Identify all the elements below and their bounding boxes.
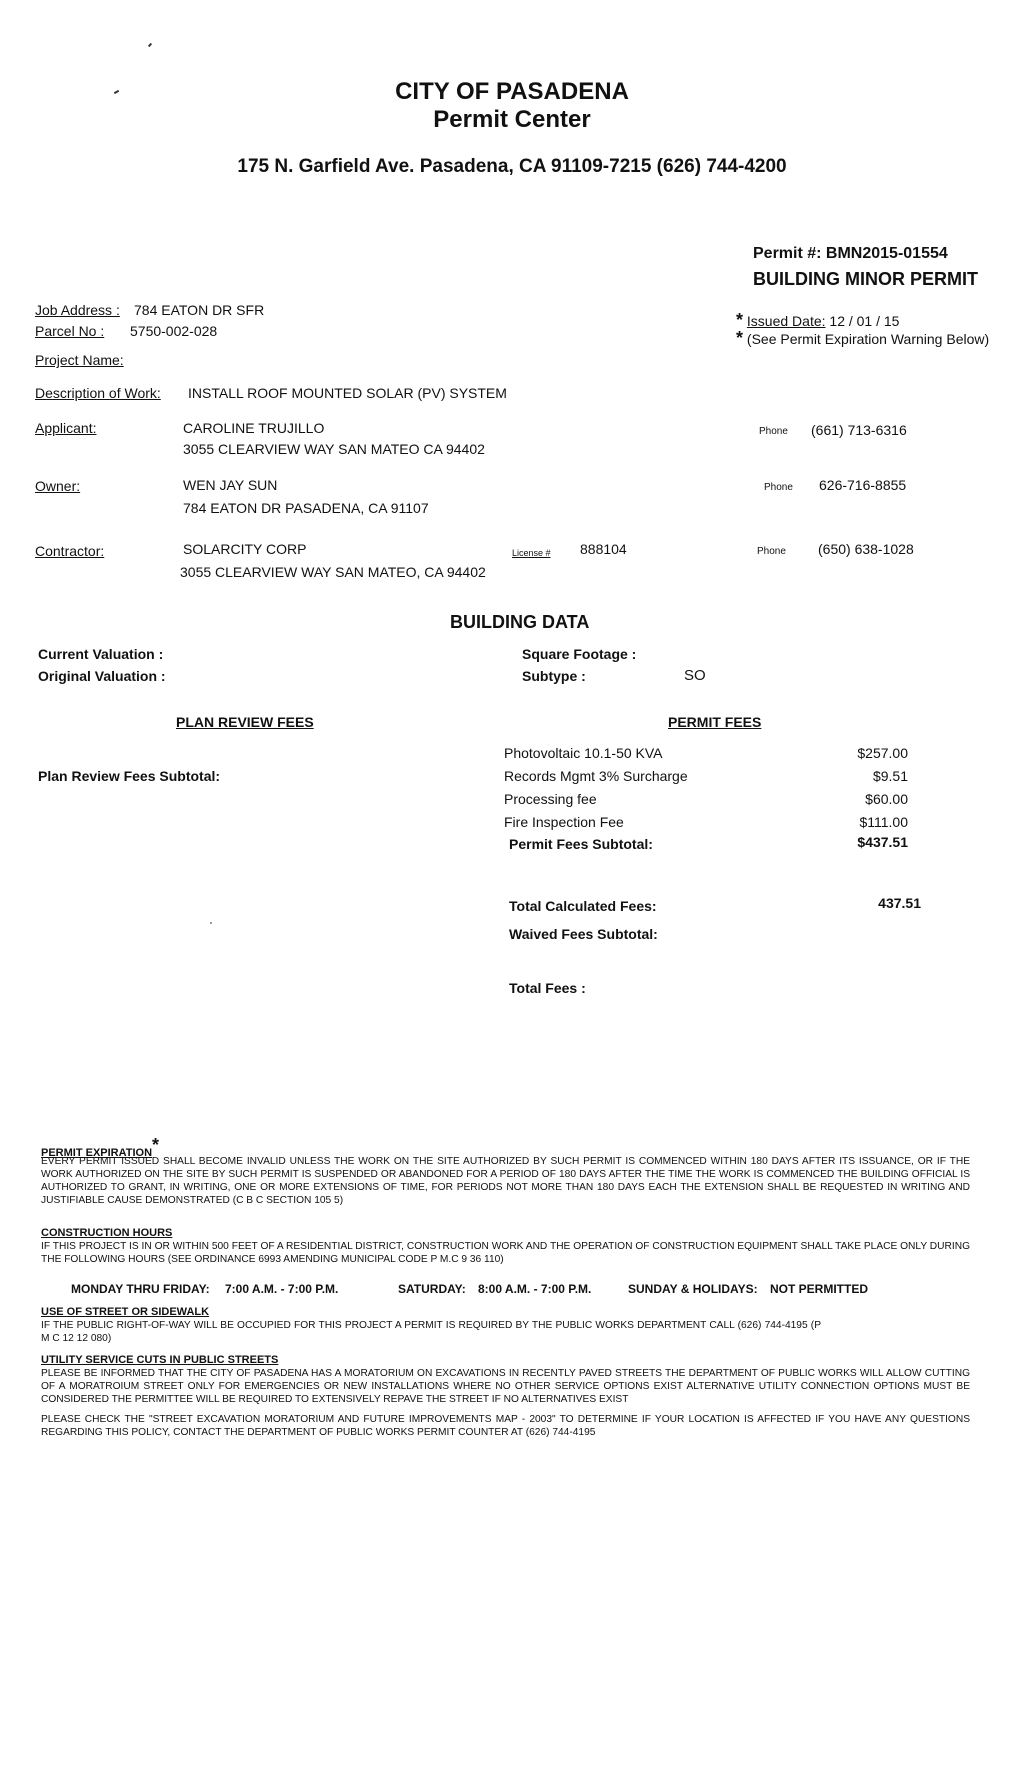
total-calculated-label: Total Calculated Fees: bbox=[509, 898, 657, 914]
description-label: Description of Work: bbox=[35, 385, 161, 401]
owner-label: Owner: bbox=[35, 478, 81, 494]
fee-item-amount: $9.51 bbox=[872, 768, 908, 784]
subtype-label: Subtype : bbox=[522, 668, 586, 684]
issued-star: * bbox=[736, 310, 744, 330]
fee-item-amount: $111.00 bbox=[859, 814, 908, 830]
owner-name: WEN JAY SUN bbox=[183, 477, 278, 493]
sunday-hours: NOT PERMITTED bbox=[770, 1282, 868, 1296]
total-calculated: 437.51 bbox=[878, 895, 921, 911]
parcel-label: Parcel No : bbox=[35, 323, 105, 339]
street-text: IF THE PUBLIC RIGHT-OF-WAY WILL BE OCCUPIED FOR THIS PROJECT A PERMIT IS REQUIRED BY THE PUBLIC WORKS DEPARTMENT CALL (626) 744-4195 (P M C 12 12 080) bbox=[41, 1320, 821, 1344]
expiration-note: (See Permit Expiration Warning Below) bbox=[746, 331, 990, 347]
expiration-text: EVERY PERMIT ISSUED SHALL BECOME INVALID UNLESS THE WORK ON THE SITE AUTHORIZED BY SUCH PERMIT IS COMMENCED WITHIN 180 DAYS AFTER ITS ISSUANCE, OR IF THE WORK AUTHORIZED ON THE SITE BY SUCH PERMIT IS SUSPENDED OR ABANDONED FOR A PERIOD OF 180 DAYS AFTER THE TIME THE WORK IS COMMENCED THE BUILDING OFFICIAL IS AUTHORIZED TO GRANT, IN WRITING, ONE OR MORE EXTENSIONS OF TIME, FOR PERIODS NOT MORE THAN 180 DAYS EACH THE EXTENSION SHALL BE REQUESTED IN WRITING AND JUSTIFIABLE CAUSE DEMONSTRATED (C B C SECTION 105 5) bbox=[41, 1156, 970, 1206]
contractor-address: 3055 CLEARVIEW WAY SAN MATEO, CA 94402 bbox=[180, 564, 486, 580]
permit-number-label: Permit #: bbox=[753, 245, 822, 262]
total-fees-label: Total Fees : bbox=[509, 980, 586, 996]
fee-item-label: Records Mgmt 3% Surcharge bbox=[504, 768, 688, 784]
license-number: 888104 bbox=[580, 541, 627, 557]
contractor-name: SOLARCITY CORP bbox=[183, 541, 307, 557]
utility-text: PLEASE BE INFORMED THAT THE CITY OF PASADENA HAS A MORATORIUM ON EXCAVATIONS IN RECENTLY PAVED STREETS THE DEPARTMENT OF PUBLIC WORKS WILL ALLOW CUTTING OF A MORATROIUM STREET ONLY FOR EMERGENCIES OR NEW INSTALLATIONS WHERE NO OTHER SERVICE OPTIONS EXIST ALTERNATIVE UTILITY CONNECTION OPTIONS MUST BE CONSIDERED THE PERMITTEE WILL BE REQUIRED TO EXTENSIVELY REPAVE THE STREET IF NO ALTERNATIVES EXIST bbox=[41, 1368, 970, 1405]
applicant-address: 3055 CLEARVIEW WAY SAN MATEO CA 94402 bbox=[183, 441, 485, 457]
fee-item-label: Processing fee bbox=[504, 791, 597, 807]
street-heading: USE OF STREET OR SIDEWALK bbox=[41, 1306, 210, 1318]
saturday-hours: 8:00 A.M. - 7:00 P.M. bbox=[478, 1282, 592, 1296]
current-valuation-label: Current Valuation : bbox=[38, 646, 164, 662]
building-data-heading: BUILDING DATA bbox=[450, 612, 590, 632]
utility-heading: UTILITY SERVICE CUTS IN PUBLIC STREETS bbox=[41, 1354, 279, 1366]
permit-number-row bbox=[753, 245, 948, 263]
parcel-number: 5750-002-028 bbox=[130, 323, 218, 339]
fee-item-label: Fire Inspection Fee bbox=[504, 814, 624, 830]
original-valuation-label: Original Valuation : bbox=[38, 668, 166, 684]
applicant-name: CAROLINE TRUJILLO bbox=[183, 420, 325, 436]
job-address: 784 EATON DR SFR bbox=[134, 302, 265, 318]
subtype-value: SO bbox=[684, 667, 706, 684]
expiration-heading-star: * bbox=[152, 1135, 160, 1155]
contractor-phone-label: Phone bbox=[757, 546, 786, 557]
issued-date: 12 / 01 / 15 bbox=[829, 313, 900, 329]
scan-mark bbox=[114, 90, 119, 94]
project-name-label: Project Name: bbox=[35, 352, 124, 368]
contractor-label: Contractor: bbox=[35, 543, 105, 559]
plan-review-subtotal-label: Plan Review Fees Subtotal: bbox=[38, 768, 221, 784]
saturday-label: SATURDAY: bbox=[398, 1282, 466, 1296]
job-address-label: Job Address : bbox=[35, 302, 120, 318]
permit-number: BMN2015-01554 bbox=[825, 245, 948, 262]
scan-mark bbox=[148, 43, 152, 47]
issued-date-label: Issued Date: bbox=[746, 313, 826, 329]
permit-subtotal: $437.51 bbox=[857, 834, 908, 850]
permit-type: BUILDING MINOR PERMIT bbox=[753, 269, 978, 289]
expiration-note-row bbox=[736, 328, 989, 349]
plan-review-heading: PLAN REVIEW FEES bbox=[176, 714, 314, 730]
permit-fees-heading: PERMIT FEES bbox=[668, 714, 762, 730]
expiration-note-star: * bbox=[736, 328, 744, 348]
hours-text: IF THIS PROJECT IS IN OR WITHIN 500 FEET OF A RESIDENTIAL DISTRICT, CONSTRUCTION WORK AND THE OPERATION OF CONSTRUCTION EQUIPMENT SHALL TAKE PLACE ONLY DURING THE FOLLOWING HOURS (SEE ORDINANCE 6993 AMENDING MUNICIPAL CODE P M.C 9 36 110) bbox=[41, 1241, 970, 1265]
description-of-work: INSTALL ROOF MOUNTED SOLAR (PV) SYSTEM bbox=[188, 385, 507, 401]
scan-mark bbox=[210, 922, 212, 924]
header-address: 175 N. Garfield Ave. Pasadena, CA 91109-7215 (626) 744-4200 bbox=[237, 156, 787, 177]
map-text: PLEASE CHECK THE "STREET EXCAVATION MORATORIUM AND FUTURE IMPROVEMENTS MAP - 2003" TO DETERMINE IF YOUR LOCATION IS AFFECTED IF YOU HAVE ANY QUESTIONS REGARDING THIS POLICY, CONTACT THE DEPARTMENT OF PUBLIC WORKS PERMIT COUNTER AT (626) 744-4195 bbox=[41, 1414, 970, 1438]
applicant-phone: (661) 713-6316 bbox=[811, 422, 907, 438]
city-title: CITY OF PASADENA bbox=[395, 78, 629, 105]
sunday-label: SUNDAY & HOLIDAYS: bbox=[628, 1282, 758, 1296]
square-footage-label: Square Footage : bbox=[522, 646, 637, 662]
owner-phone-label: Phone bbox=[764, 482, 793, 493]
license-label: License # bbox=[512, 548, 551, 558]
expiration-heading: PERMIT EXPIRATION bbox=[41, 1147, 153, 1159]
owner-phone: 626-716-8855 bbox=[819, 477, 907, 493]
weekday-hours: 7:00 A.M. - 7:00 P.M. bbox=[225, 1282, 339, 1296]
contractor-phone: (650) 638-1028 bbox=[818, 541, 914, 557]
weekday-label: MONDAY THRU FRIDAY: bbox=[71, 1282, 210, 1296]
fee-item-label: Photovoltaic 10.1-50 KVA bbox=[504, 745, 663, 761]
owner-address: 784 EATON DR PASADENA, CA 91107 bbox=[183, 500, 429, 516]
applicant-phone-label: Phone bbox=[759, 426, 788, 437]
permit-subtotal-label: Permit Fees Subtotal: bbox=[509, 836, 653, 852]
fee-item-amount: $60.00 bbox=[865, 791, 908, 807]
fee-item-amount: $257.00 bbox=[857, 745, 908, 761]
permit-center-title: Permit Center bbox=[433, 106, 591, 133]
hours-heading: CONSTRUCTION HOURS bbox=[41, 1227, 173, 1239]
applicant-label: Applicant: bbox=[35, 420, 97, 436]
waived-fees-label: Waived Fees Subtotal: bbox=[509, 926, 658, 942]
